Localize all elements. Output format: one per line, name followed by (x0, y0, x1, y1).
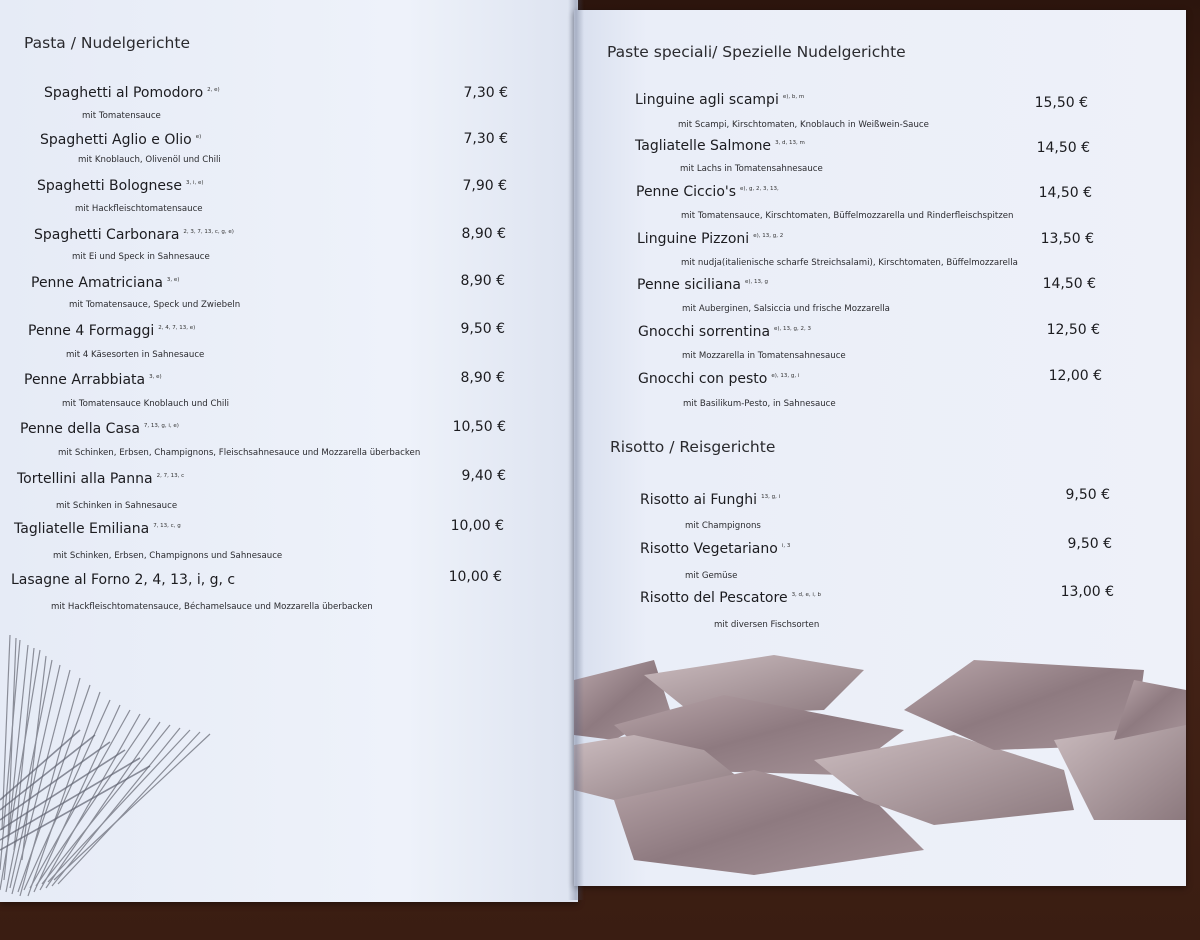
dish-description: mit Schinken, Erbsen, Champignons und Sahnesauce (53, 551, 283, 561)
dish-description: mit Mozzarella in Tomatensahnesauce (682, 351, 846, 361)
menu-page-right (574, 10, 1186, 886)
dish-name: Tagliatelle Salmone $^{3, d, 13, m}$ (635, 138, 805, 154)
dish-price: 12,50 € (1046, 322, 1100, 338)
dish-name: Spaghetti Bolognese $^{3, i, e)}$ (37, 178, 204, 194)
dish-name: Lasagne al Forno 2, 4, 13, i, g, c (11, 572, 236, 588)
dish-price: 8,90 € (460, 273, 505, 289)
dish-price: 9,50 € (1065, 487, 1110, 503)
dish-description: mit Hackfleischtomatensauce, Béchamelsauce und Mozzarella überbacken (51, 602, 373, 612)
dish-description: mit Champignons (685, 521, 761, 531)
dish-price: 10,50 € (452, 419, 506, 435)
dish-name: Gnocchi con pesto $^{e), 13, g, i}$ (638, 371, 800, 387)
dish-description: mit Ei und Speck in Sahnesauce (72, 252, 210, 262)
dish-name: Spaghetti Carbonara $^{2, 3, 7, 13, c, g, e)}$ (34, 227, 234, 243)
dish-description: mit Schinken in Sahnesauce (56, 501, 178, 511)
dish-name: Linguine agli scampi $^{e), b, m}$ (635, 92, 805, 108)
dish-name: Penne della Casa $^{7, 13, g, i, e)}$ (20, 421, 179, 437)
dish-name: Spaghetti Aglio e Olio $^{e)}$ (40, 132, 202, 148)
dish-price: 14,50 € (1036, 140, 1090, 156)
dish-price: 9,40 € (461, 468, 506, 484)
dish-description: mit Schinken, Erbsen, Champignons, Fleischsahnesauce und Mozzarella überbacken (58, 448, 421, 458)
dish-price: 13,00 € (1060, 584, 1114, 600)
section-title-paste-speciali: Paste speciali/ Spezielle Nudelgerichte (607, 43, 906, 61)
dish-description: mit 4 Käsesorten in Sahnesauce (66, 350, 205, 360)
dish-description: mit Lachs in Tomatensahnesauce (680, 164, 823, 174)
dish-description: mit Tomatensauce (82, 111, 161, 121)
dish-price: 7,90 € (462, 178, 507, 194)
dish-name: Penne Amatriciana $^{3, e)}$ (31, 275, 180, 291)
dish-price: 9,50 € (460, 321, 505, 337)
dish-name: Penne 4 Formaggi $^{2, 4, 7, 13, e)}$ (28, 323, 196, 339)
dish-name: Tortellini alla Panna $^{2, 7, 13, c}$ (17, 471, 185, 487)
dish-description: mit Auberginen, Salsiccia und frische Mozzarella (682, 304, 890, 314)
dish-description: mit Gemüse (685, 571, 738, 581)
dish-price: 7,30 € (463, 131, 508, 147)
dish-name: Penne Ciccio's $^{e), g, 2, 3, 13,}$ (636, 184, 779, 200)
dish-price: 9,50 € (1067, 536, 1112, 552)
dish-price: 13,50 € (1040, 231, 1094, 247)
section-title-risotto: Risotto / Reisgerichte (610, 438, 776, 456)
dish-description: mit Tomatensauce, Speck und Zwiebeln (69, 300, 241, 310)
ravioli-illustration (574, 650, 1186, 886)
dish-price: 12,00 € (1048, 368, 1102, 384)
dish-name: Linguine Pizzoni $^{e), 13, g, 2}$ (637, 231, 784, 247)
dish-name: Spaghetti al Pomodoro $^{2, e)}$ (44, 85, 220, 101)
dish-name: Tagliatelle Emiliana $^{7, 13, c, g}$ (14, 521, 181, 537)
dish-price: 14,50 € (1038, 185, 1092, 201)
page-fold (568, 0, 584, 900)
dish-name: Risotto del Pescatore $^{3, d, e, i, b}$ (640, 590, 821, 606)
dish-description: mit nudja(italienische scharfe Streichsalami), Kirschtomaten, Büffelmozzarella (681, 258, 1018, 268)
dish-name: Penne Arrabbiata $^{3, e)}$ (24, 372, 162, 388)
dish-description: mit Hackfleischtomatensauce (75, 204, 203, 214)
dish-price: 8,90 € (461, 226, 506, 242)
dish-price: 10,00 € (450, 518, 504, 534)
dish-description: mit Tomatensauce Knoblauch und Chili (62, 399, 230, 409)
dish-price: 10,00 € (448, 569, 502, 585)
dish-description: mit Basilikum-Pesto, in Sahnesauce (683, 399, 836, 409)
menu-page-left (0, 0, 578, 902)
dish-name: Penne siciliana $^{e), 13, g}$ (637, 277, 768, 293)
dish-price: 14,50 € (1042, 276, 1096, 292)
dish-description: mit diversen Fischsorten (714, 620, 820, 630)
dish-price: 8,90 € (460, 370, 505, 386)
dish-description: mit Scampi, Kirschtomaten, Knoblauch in Weißwein-Sauce (678, 120, 929, 130)
spaghetti-illustration (0, 630, 220, 900)
section-title-pasta: Pasta / Nudelgerichte (24, 34, 190, 52)
dish-description: mit Tomatensauce, Kirschtomaten, Büffelmozzarella und Rinderfleischspitzen (681, 211, 1014, 221)
dish-name: Risotto ai Funghi $^{13, g, i}$ (640, 492, 781, 508)
dish-description: mit Knoblauch, Olivenöl und Chili (78, 155, 221, 165)
dish-name: Risotto Vegetariano $^{i, 3}$ (640, 541, 791, 557)
dish-price: 7,30 € (463, 85, 508, 101)
dish-name: Gnocchi sorrentina $^{e), 13, g, 2, 3}$ (638, 324, 812, 340)
dish-price: 15,50 € (1034, 95, 1088, 111)
